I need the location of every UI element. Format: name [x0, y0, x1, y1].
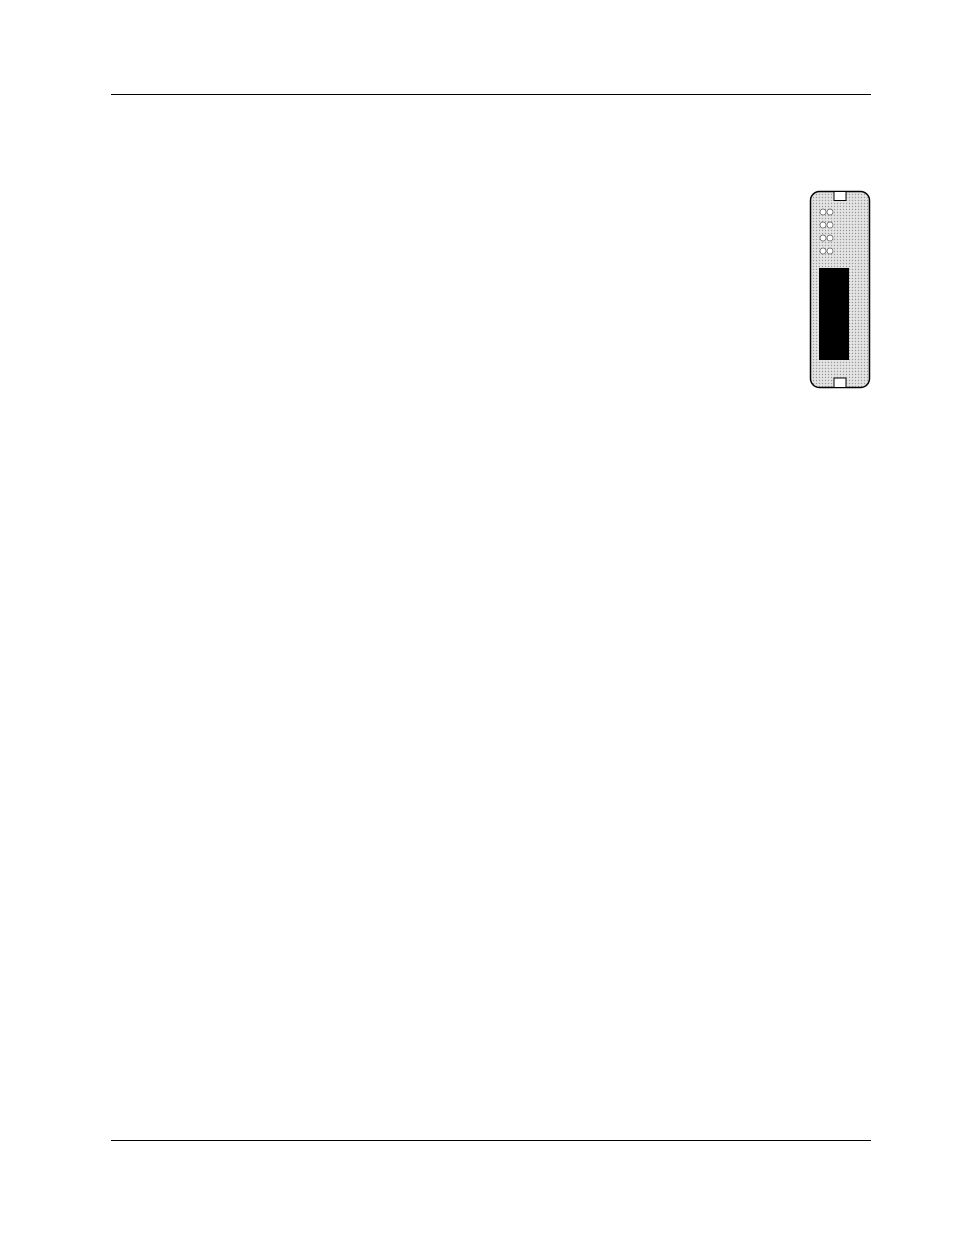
led-icon — [827, 248, 833, 254]
module-top-tab — [834, 192, 846, 201]
led-icon — [827, 222, 833, 228]
section-title — [202, 140, 272, 171]
ol2201-module-image — [809, 190, 871, 390]
led-icon — [827, 209, 833, 215]
running-footer — [111, 1140, 871, 1141]
led-icon — [820, 248, 826, 254]
led-icon — [820, 235, 826, 241]
running-header — [111, 72, 871, 95]
led-icon — [820, 209, 826, 215]
module-bottom-tab — [834, 378, 846, 388]
led-icon — [820, 222, 826, 228]
switch-bank — [819, 268, 849, 360]
led-icon — [827, 235, 833, 241]
